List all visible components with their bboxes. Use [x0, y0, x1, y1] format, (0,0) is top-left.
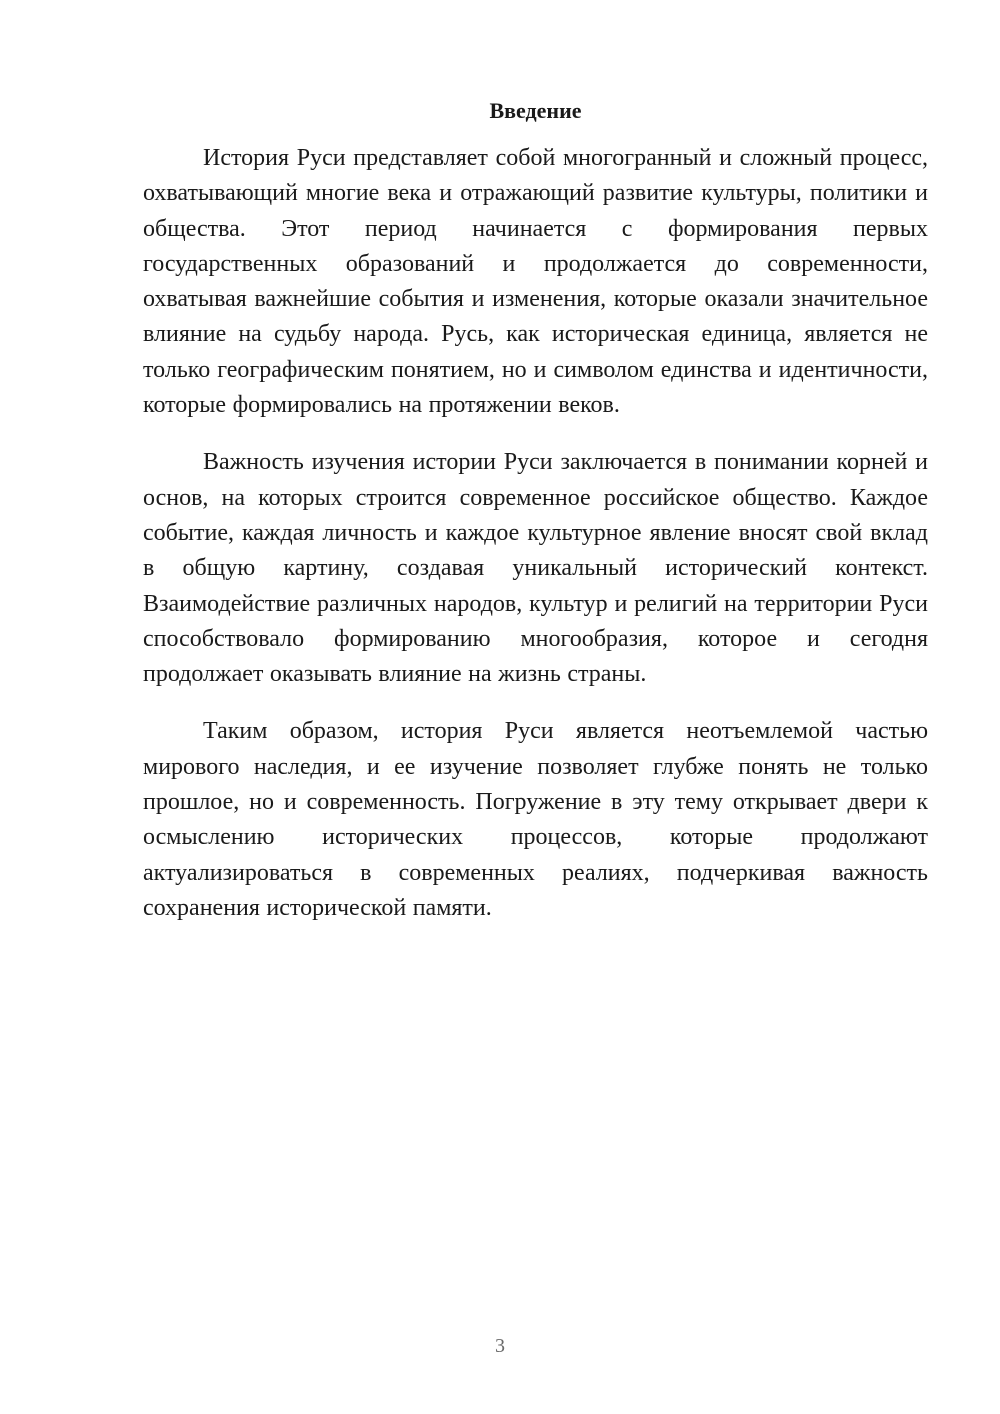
- body-text: [143, 141, 928, 948]
- paragraph: Важность изучения истории Руси заключается в понимании корней и основ, на которых строится современное российское общество. Каждое событие, каждая личность и каждое культурное явление вносят свой вклад в общую картину, создавая уникальный исторический контекст. Взаимодействие различных народов, культур и религий на территории Руси способствовало формированию многообразия, которое и сегодня продолжает оказывать влияние на жизнь страны.: [143, 449, 928, 688]
- paragraph: Таким образом, история Руси является неотъемлемой частью мирового наследия, и ее изучение позволяет глубже понять не только прошлое, но и современность. Погружение в эту тему открывает двери к осмыслению исторических процессов, которые продолжают актуализироваться в современных реалиях, подчеркивая важность сохранения исторической памяти.: [143, 718, 928, 921]
- page-number: 3: [495, 1335, 505, 1357]
- section-heading: Введение: [489, 98, 582, 123]
- paragraph: История Руси представляет собой многогранный и сложный процесс, охватывающий многие века и отражающий развитие культуры, политики и общества. Этот период начинается с формирования первых государственных образований и продолжается до современности, охватывая важнейшие события и изменения, которые оказали значительное влияние на судьбу народа. Русь, как историческая единица, является не только географическим понятием, но и символом единства и идентичности, которые формировались на протяжении веков.: [143, 145, 928, 419]
